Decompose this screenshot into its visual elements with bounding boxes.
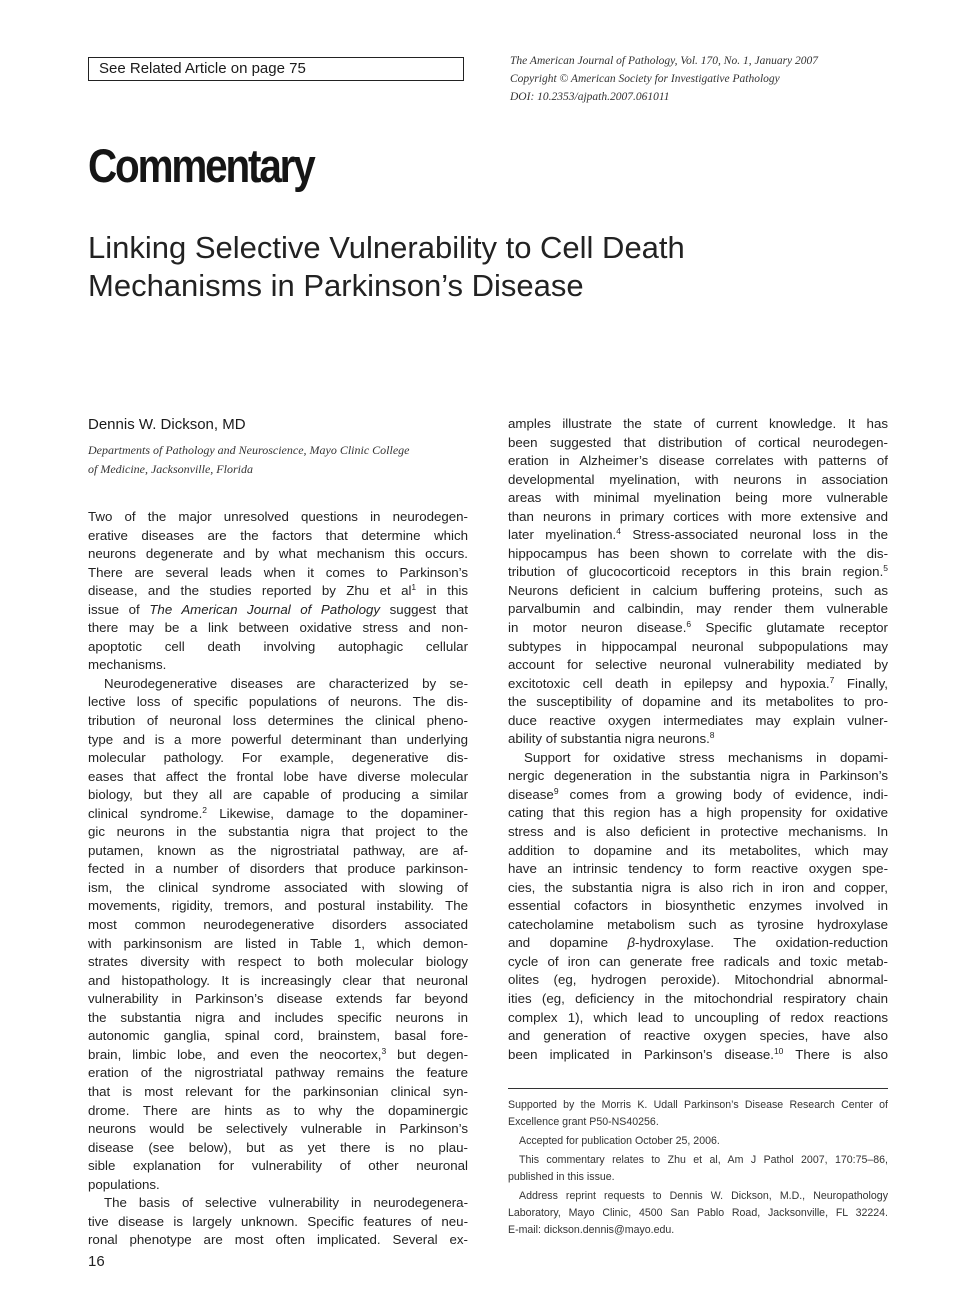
text-line: neurons would be selectively vulnerable in Parkinson’s	[88, 1121, 468, 1137]
text-line: complex 1), which lead to uncoupling of redox reactions	[508, 1009, 888, 1025]
affiliation-line: Departments of Pathology and Neuroscience, Mayo Clinic College	[88, 443, 410, 457]
journal-name: The American Journal of Pathology	[149, 601, 381, 617]
text-line: Two of the major unresolved questions in neurodegen-	[88, 509, 468, 524]
text-line: addition to dopamine and its metabolites, which may	[508, 842, 888, 858]
text-line: ism, the clinical syndrome associated with slowing of	[88, 879, 468, 895]
footnotes	[508, 1097, 888, 1241]
reference-marker: 10	[773, 1045, 784, 1056]
text-line: disease (see below), but as yet there is no plau-	[88, 1139, 468, 1155]
footnote-email: E-mail: dickson.dennis@mayo.edu.	[508, 1224, 675, 1236]
reference-marker: 2	[202, 804, 207, 815]
text-line: fected in a number of disorders that produce parkinson-	[88, 861, 468, 877]
footnote-line: Accepted for publication October 25, 2006.	[519, 1135, 720, 1147]
text-line: been suggested that distribution of cortical neurodegen-	[508, 434, 888, 450]
text-line: strates diversity with respect to both molecular biology	[88, 954, 468, 970]
text-line: that is most relevant for the parkinsonian clinical syn-	[88, 1083, 468, 1099]
reference-marker: 9	[553, 785, 559, 796]
text-line: excitotoxic cell death in epilepsy and hypoxia.$^7$ Finally,	[508, 674, 888, 691]
footnote-support	[508, 1097, 888, 1131]
text-line: stress and is also deficient in protective mechanisms. In	[508, 824, 888, 840]
text-line: movements, rigidity, tremors, and postural instability. The	[88, 898, 468, 914]
text-line: ities (eg, deficiency in the mitochondrial respiratory chain	[508, 990, 888, 1006]
journal-info	[510, 52, 910, 106]
text-line: autonomic ganglia, spinal cord, brainstem, basal fore-	[88, 1028, 468, 1044]
text-line: most common neurodegenerative disorders associated	[88, 917, 468, 933]
author-name: Dennis W. Dickson, MD	[88, 416, 246, 433]
text-line: cycle of iron can generate free radicals and toxic metab-	[508, 953, 888, 969]
reference-marker: 1	[411, 582, 417, 593]
text-line: apoptotic cell death involving autophagic cellular	[88, 638, 468, 654]
text-line: there may be a link between oxidative stress and non-	[88, 620, 468, 636]
text-line: The basis of selective vulnerability in neurodegenera-	[104, 1195, 468, 1211]
reference-marker: 5	[883, 563, 888, 574]
text-line: parvalbumin and calbindin, may render them vulnerable	[508, 601, 888, 617]
affiliation-line: of Medicine, Jacksonville, Florida	[88, 462, 253, 476]
text-line: molecular pathology. For example, degenerative dis-	[88, 750, 468, 766]
footnote-line: Excellence grant P50-NS40256.	[508, 1116, 659, 1128]
text-line: populations.	[88, 1176, 160, 1192]
footnote-relates	[508, 1152, 888, 1186]
beta-symbol: β	[627, 935, 636, 951]
page-number: 16	[88, 1253, 105, 1270]
text-line: vulnerability in Parkinson’s disease extends far beyond	[88, 991, 468, 1007]
text-line: and generation of reactive oxygen species, have also	[508, 1028, 888, 1044]
text-line: putamen, known as the nigrostriatal pathway, are af-	[88, 842, 468, 858]
text-line: mechanisms.	[88, 657, 167, 673]
article-title	[88, 229, 808, 305]
text-line: Neurodegenerative diseases are characterized by se-	[104, 675, 468, 691]
text-line: type and is a more powerful determinant than underlying	[88, 731, 468, 747]
text-line: later myelination.$^4$ Stress-associated neuronal loss in the	[508, 526, 889, 543]
text-line: tive disease is largely unknown. Specific features of neu-	[88, 1213, 468, 1229]
footnote-address	[508, 1188, 888, 1239]
author-affiliation	[88, 441, 473, 479]
text-line: disease, and the studies reported by Zhu et $al^1$ in this	[88, 582, 468, 599]
text-line: olites (eg, hydrogen peroxide). Mitochondrial abnormal-	[508, 972, 888, 988]
text-line: neurons degenerate and by what mechanism this occurs.	[88, 546, 468, 562]
text-line: biology, but they all are capable of producing a similar	[88, 787, 468, 803]
text-line: tribution of glucocorticoid receptors in this brain region.$^5$	[508, 563, 888, 580]
text-line: There are several leads when it comes to Parkinson’s	[88, 564, 468, 580]
text-line: have an intrinsic tendency to form reactive oxygen spe-	[508, 861, 888, 877]
footnote-divider	[508, 1088, 888, 1089]
text-line: lective loss of specific populations of neurons. The dis-	[88, 694, 468, 710]
text-line: sible explanation for vulnerability of other neuronal	[88, 1158, 468, 1174]
related-article-box	[88, 57, 464, 81]
text-line: gic neurons in the substantia nigra that project to the	[88, 824, 468, 840]
text-line: and dopamine β-hydroxylase. The oxidation-reduction	[508, 935, 888, 951]
text-line: essential cofactors in biosynthetic enzymes involved in	[508, 898, 888, 914]
journal-citation: The American Journal of Pathology, Vol. 170, No. 1, January 2007	[510, 55, 819, 67]
text-line: in motor neuron disease.$^6$ Specific glutamate receptor	[508, 619, 888, 636]
text-line: hippocampus has been shown to correlate with the dis-	[508, 545, 888, 561]
text-line: cies, the substantia nigra is also rich in iron and copper,	[508, 879, 888, 895]
text-line: with parkinsonism are listed in Table 1, which demon-	[88, 935, 468, 951]
text-line: and histopathology. It is increasingly clear that neuronal	[88, 972, 468, 988]
text-line: clinical syndrome.$^2$ Likewise, damage to the dopaminer-	[88, 804, 468, 821]
text-line: account for selective neuronal vulnerability mediated by	[508, 657, 888, 673]
reference-marker: 4	[616, 526, 621, 537]
body-column-right	[508, 415, 888, 1064]
footnote-accepted	[508, 1133, 888, 1150]
reference-marker: 6	[686, 619, 692, 630]
text-line: brain, limbic lobe, and even the neocortex,$^3$ but degen-	[88, 1045, 468, 1062]
journal-doi: DOI: 10.2353/ajpath.2007.061011	[510, 91, 670, 103]
text-line: nergic degeneration in the substantia nigra in Parkinson’s	[508, 768, 888, 784]
text-line: amples illustrate the state of current knowledge. It has	[508, 416, 888, 431]
text-line: eration in Alzheimer’s disease correlates with patterns of	[508, 453, 888, 469]
text-line: areas with minimal myelination being more vulnerable	[508, 490, 888, 506]
text-line: Support for oxidative stress mechanisms in dopami-	[524, 749, 888, 765]
text-line: Neurons deficient in calcium buffering proteins, such as	[508, 582, 888, 598]
text-line: ability of substantia nigra neurons.$^8$	[508, 730, 715, 747]
text-line: cating that this region has a high propensity for oxidative	[508, 805, 888, 821]
body-column-left	[88, 508, 468, 1250]
text-line: been implicated in Parkinson’s disease.$^{10}$ There is also	[508, 1045, 888, 1062]
journal-copyright: Copyright © American Society for Investigative Pathology	[510, 73, 780, 85]
text-line: duce reactive oxygen intermediates may explain vulner-	[508, 712, 888, 728]
text-line: the susceptibility of dopamine and its metabolites to pro-	[508, 694, 888, 710]
text-line: erative diseases are the factors that determine which	[88, 527, 468, 543]
article-title-line: Linking Selective Vulnerability to Cell Death	[88, 230, 685, 265]
text-line: ronal phenotype are most often implicated. Several ex-	[88, 1232, 468, 1248]
text-line: the substantia nigra and includes specific neurons in	[88, 1009, 468, 1025]
reference-marker: 7	[829, 674, 835, 685]
text-line: issue of The American Journal of Pathology suggest that	[88, 601, 468, 617]
text-line: subtypes in hippocampal neuronal subpopulations may	[508, 638, 888, 654]
footnote-line: Laboratory, Mayo Clinic, 4500 San Pablo Road, Jacksonville, FL 32224.	[508, 1207, 888, 1219]
footnote-line: Supported by the Morris K. Udall Parkinson’s Disease Research Center of	[508, 1099, 888, 1111]
text-line: tribution of neuronal loss determines the clinical pheno-	[88, 713, 468, 729]
text-line: eases that affect the frontal lobe have diverse molecular	[88, 768, 468, 784]
reference-marker: 3	[381, 1045, 387, 1056]
footnote-line: Address reprint requests to Dennis W. Dickson, M.D., Neuropathology	[519, 1190, 888, 1202]
text-line: developmental myelination, with neurons in association	[508, 471, 888, 487]
text-line: catecholamine metabolism such as tyrosine hydroxylase	[508, 916, 888, 932]
section-heading: Commentary	[88, 139, 314, 192]
text-line: disease$^9$ comes from a growing body of evidence, indi-	[508, 785, 888, 802]
footnote-line: This commentary relates to Zhu et al, Am J Pathol 2007, 170:75–86,	[519, 1154, 888, 1166]
text-line: than neurons in primary cortices with more extensive and	[508, 508, 888, 524]
footnote-line: published in this issue.	[508, 1171, 615, 1183]
article-title-line: Mechanisms in Parkinson’s Disease	[88, 268, 584, 303]
text-line: eration of the nigrostriatal pathway remains the feature	[88, 1065, 468, 1081]
text-line: drome. There are hints as to why the dopaminergic	[88, 1102, 468, 1118]
related-article-text: See Related Article on page 75	[99, 60, 306, 77]
reference-marker: 8	[709, 730, 715, 741]
